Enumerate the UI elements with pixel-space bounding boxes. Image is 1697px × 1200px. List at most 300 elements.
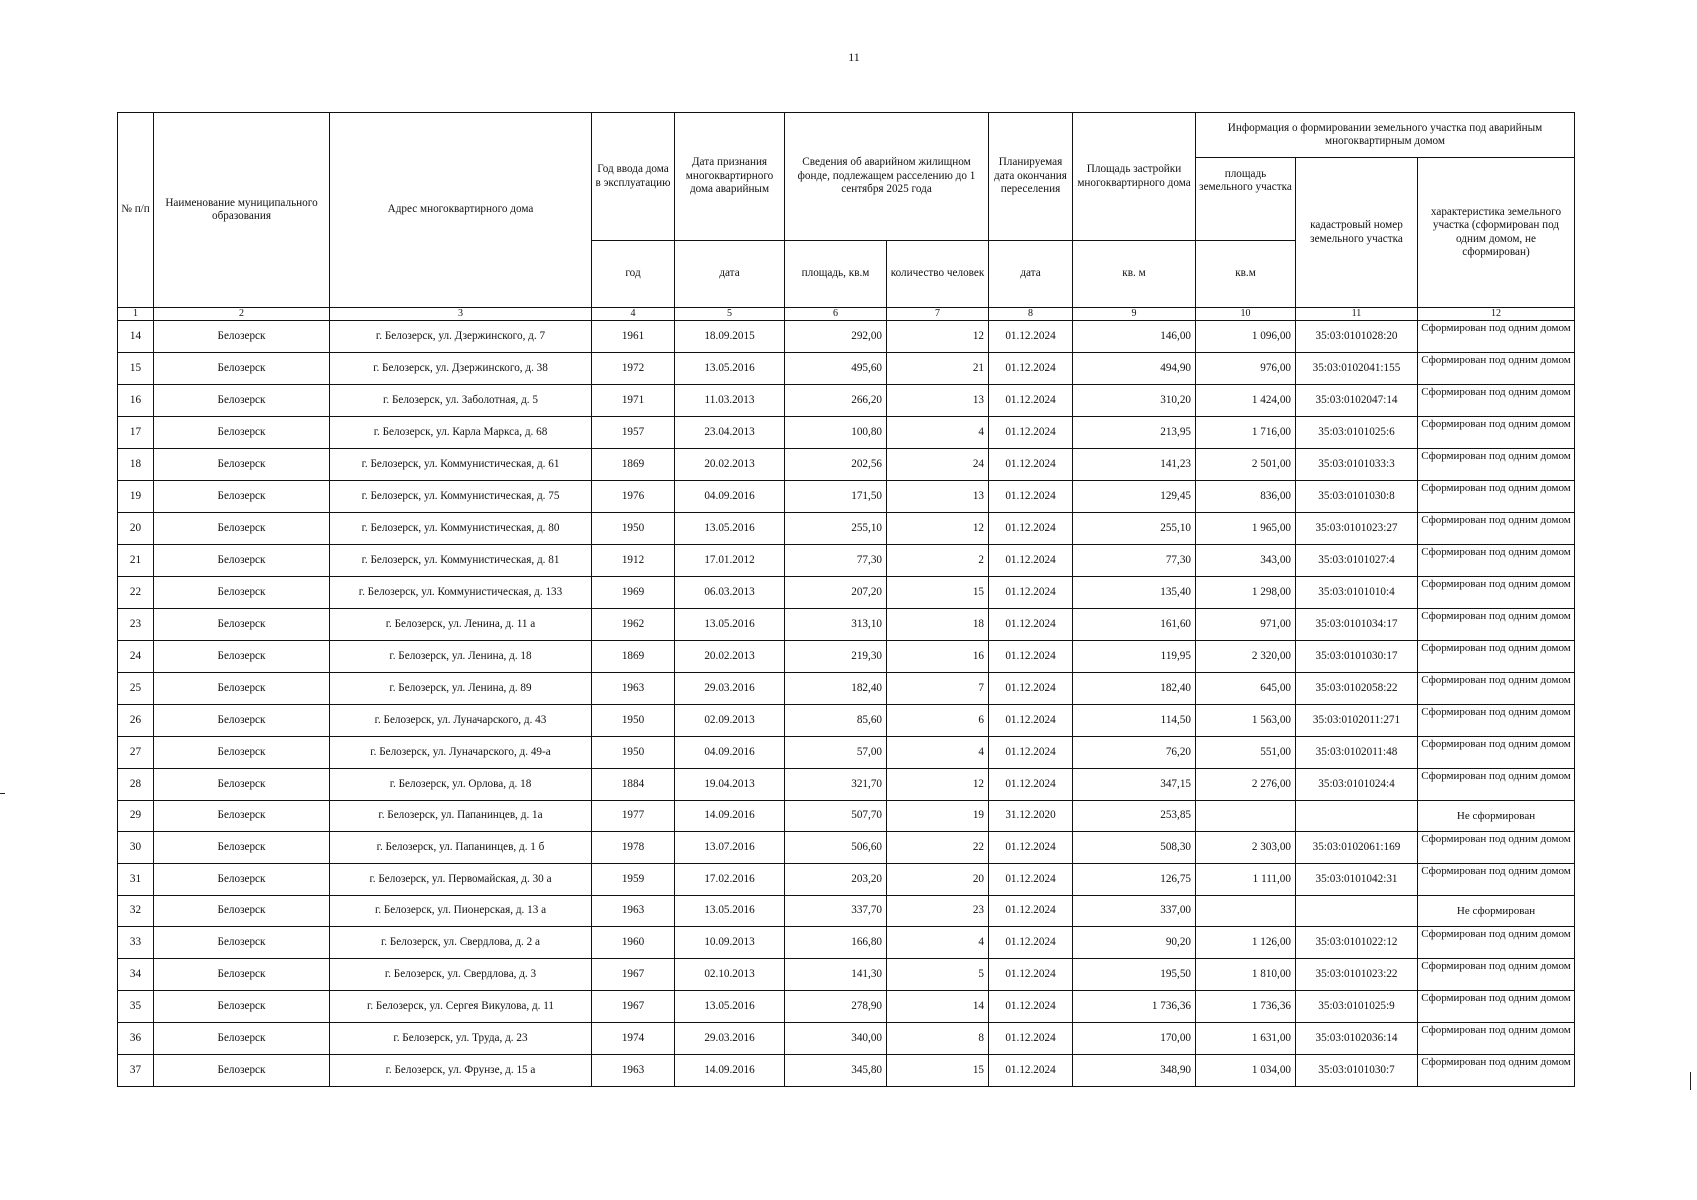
table-row [118, 481, 1575, 513]
column-number: 4 [592, 308, 675, 321]
row-number: 14 [118, 321, 154, 353]
row-number: 37 [118, 1055, 154, 1087]
scan-mark [1690, 1072, 1691, 1090]
row-number: 33 [118, 927, 154, 959]
building-area-cell: 195,50 [1073, 959, 1196, 991]
recognition-date-cell: 13.05.2016 [675, 896, 785, 927]
people-count-cell: 12 [887, 321, 989, 353]
land-area-cell: 976,00 [1196, 353, 1296, 385]
table-row [118, 417, 1575, 449]
municipality-cell: Белозерск [154, 896, 330, 927]
table-header [118, 113, 1575, 321]
address-cell: г. Белозерск, ул. Дзержинского, д. 38 [330, 353, 592, 385]
planned-end-cell: 01.12.2024 [989, 641, 1073, 673]
year-cell: 1969 [592, 577, 675, 609]
cadastral-number-cell: 35:03:0102036:14 [1296, 1023, 1418, 1055]
row-number: 32 [118, 896, 154, 927]
cadastral-number-cell: 35:03:0101010:4 [1296, 577, 1418, 609]
planned-end-cell: 01.12.2024 [989, 321, 1073, 353]
row-number: 19 [118, 481, 154, 513]
building-area-cell: 182,40 [1073, 673, 1196, 705]
cadastral-number-cell: 35:03:0102047:14 [1296, 385, 1418, 417]
table-row [118, 577, 1575, 609]
municipality-cell: Белозерск [154, 864, 330, 896]
column-number: 2 [154, 308, 330, 321]
year-cell: 1972 [592, 353, 675, 385]
table-row [118, 321, 1575, 353]
area-cell: 255,10 [785, 513, 887, 545]
municipality-cell: Белозерск [154, 673, 330, 705]
area-cell: 100,80 [785, 417, 887, 449]
land-characteristic-cell: Сформирован под одним домом [1418, 959, 1575, 991]
land-area-cell: 1 965,00 [1196, 513, 1296, 545]
land-characteristic-cell: Сформирован под одним домом [1418, 705, 1575, 737]
planned-end-cell: 01.12.2024 [989, 577, 1073, 609]
address-cell: г. Белозерск, ул. Сергея Викулова, д. 11 [330, 991, 592, 1023]
land-area-cell: 1 298,00 [1196, 577, 1296, 609]
land-characteristic-cell: Сформирован под одним домом [1418, 449, 1575, 481]
address-cell: г. Белозерск, ул. Коммунистическая, д. 80 [330, 513, 592, 545]
column-number: 8 [989, 308, 1073, 321]
municipality-cell: Белозерск [154, 705, 330, 737]
row-number: 35 [118, 991, 154, 1023]
year-cell: 1967 [592, 959, 675, 991]
municipality-cell: Белозерск [154, 545, 330, 577]
address-cell: г. Белозерск, ул. Свердлова, д. 2 а [330, 927, 592, 959]
land-area-cell: 1 111,00 [1196, 864, 1296, 896]
land-characteristic-cell: Сформирован под одним домом [1418, 577, 1575, 609]
area-cell: 207,20 [785, 577, 887, 609]
planned-end-cell: 31.12.2020 [989, 801, 1073, 832]
land-characteristic-cell: Сформирован под одним домом [1418, 832, 1575, 864]
emergency-housing-table [117, 112, 1575, 1087]
year-cell: 1950 [592, 737, 675, 769]
cadastral-number-cell: 35:03:0102011:271 [1296, 705, 1418, 737]
address-cell: г. Белозерск, ул. Луначарского, д. 43 [330, 705, 592, 737]
recognition-date-cell: 02.09.2013 [675, 705, 785, 737]
table-body [118, 321, 1575, 1087]
table-row [118, 1023, 1575, 1055]
table-row [118, 991, 1575, 1023]
land-characteristic-cell: Сформирован под одним домом [1418, 864, 1575, 896]
address-cell: г. Белозерск, ул. Коммунистическая, д. 81 [330, 545, 592, 577]
table-row [118, 641, 1575, 673]
cadastral-number-cell: 35:03:0102041:155 [1296, 353, 1418, 385]
recognition-date-cell: 17.01.2012 [675, 545, 785, 577]
year-cell: 1961 [592, 321, 675, 353]
row-number: 36 [118, 1023, 154, 1055]
planned-end-cell: 01.12.2024 [989, 769, 1073, 801]
municipality-cell: Белозерск [154, 991, 330, 1023]
municipality-cell: Белозерск [154, 737, 330, 769]
land-characteristic-cell: Сформирован под одним домом [1418, 481, 1575, 513]
people-count-cell: 18 [887, 609, 989, 641]
land-characteristic-cell: Не сформирован [1418, 801, 1575, 832]
land-area-cell: 1 736,36 [1196, 991, 1296, 1023]
land-area-cell: 1 631,00 [1196, 1023, 1296, 1055]
row-number: 22 [118, 577, 154, 609]
address-cell: г. Белозерск, ул. Первомайская, д. 30 а [330, 864, 592, 896]
area-cell: 313,10 [785, 609, 887, 641]
building-area-cell: 494,90 [1073, 353, 1196, 385]
recognition-date-cell: 14.09.2016 [675, 1055, 785, 1087]
cadastral-number-cell [1296, 896, 1418, 927]
header-land-area: площадь земельного участка [1196, 158, 1296, 241]
header-planned-end: Планируемая дата окончания переселения [989, 113, 1073, 241]
planned-end-cell: 01.12.2024 [989, 385, 1073, 417]
area-cell: 507,70 [785, 801, 887, 832]
table-row [118, 1055, 1575, 1087]
planned-end-cell: 01.12.2024 [989, 1055, 1073, 1087]
cadastral-number-cell: 35:03:0101023:22 [1296, 959, 1418, 991]
cadastral-number-cell: 35:03:0101025:9 [1296, 991, 1418, 1023]
planned-end-cell: 01.12.2024 [989, 991, 1073, 1023]
people-count-cell: 16 [887, 641, 989, 673]
area-cell: 203,20 [785, 864, 887, 896]
land-characteristic-cell: Сформирован под одним домом [1418, 321, 1575, 353]
cadastral-number-cell: 35:03:0101023:27 [1296, 513, 1418, 545]
people-count-cell: 24 [887, 449, 989, 481]
people-count-cell: 21 [887, 353, 989, 385]
address-cell: г. Белозерск, ул. Папанинцев, д. 1 б [330, 832, 592, 864]
row-number: 16 [118, 385, 154, 417]
recognition-date-cell: 13.07.2016 [675, 832, 785, 864]
column-number: 7 [887, 308, 989, 321]
municipality-cell: Белозерск [154, 353, 330, 385]
people-count-cell: 2 [887, 545, 989, 577]
building-area-cell: 337,00 [1073, 896, 1196, 927]
area-cell: 340,00 [785, 1023, 887, 1055]
land-characteristic-cell: Сформирован под одним домом [1418, 385, 1575, 417]
header-land-char: характеристика земельного участка (сформирован под одним домом, не сформирован) [1418, 158, 1575, 308]
land-area-cell [1196, 896, 1296, 927]
land-characteristic-cell: Не сформирован [1418, 896, 1575, 927]
municipality-cell: Белозерск [154, 449, 330, 481]
land-area-cell: 971,00 [1196, 609, 1296, 641]
land-area-cell: 2 276,00 [1196, 769, 1296, 801]
building-area-cell: 1 736,36 [1073, 991, 1196, 1023]
building-area-cell: 253,85 [1073, 801, 1196, 832]
address-cell: г. Белозерск, ул. Труда, д. 23 [330, 1023, 592, 1055]
table-row [118, 896, 1575, 927]
table-row [118, 545, 1575, 577]
row-number: 29 [118, 801, 154, 832]
recognition-date-cell: 13.05.2016 [675, 513, 785, 545]
unit-date-end: дата [989, 241, 1073, 308]
address-cell: г. Белозерск, ул. Свердлова, д. 3 [330, 959, 592, 991]
building-area-cell: 77,30 [1073, 545, 1196, 577]
address-cell: г. Белозерск, ул. Папанинцев, д. 1а [330, 801, 592, 832]
header-land-group: Информация о формировании земельного участка под аварийным многоквартирным домом [1196, 113, 1575, 158]
recognition-date-cell: 19.04.2013 [675, 769, 785, 801]
year-cell: 1884 [592, 769, 675, 801]
building-area-cell: 135,40 [1073, 577, 1196, 609]
row-number: 18 [118, 449, 154, 481]
table-row [118, 737, 1575, 769]
municipality-cell: Белозерск [154, 927, 330, 959]
planned-end-cell: 01.12.2024 [989, 705, 1073, 737]
year-cell: 1963 [592, 673, 675, 705]
municipality-cell: Белозерск [154, 321, 330, 353]
municipality-cell: Белозерск [154, 513, 330, 545]
cadastral-number-cell: 35:03:0102061:169 [1296, 832, 1418, 864]
cadastral-number-cell: 35:03:0101022:12 [1296, 927, 1418, 959]
land-characteristic-cell: Сформирован под одним домом [1418, 927, 1575, 959]
cadastral-number-cell: 35:03:0101042:31 [1296, 864, 1418, 896]
municipality-cell: Белозерск [154, 769, 330, 801]
municipality-cell: Белозерск [154, 959, 330, 991]
planned-end-cell: 01.12.2024 [989, 959, 1073, 991]
cadastral-number-cell: 35:03:0101030:8 [1296, 481, 1418, 513]
land-characteristic-cell: Сформирован под одним домом [1418, 513, 1575, 545]
planned-end-cell: 01.12.2024 [989, 545, 1073, 577]
table-row [118, 769, 1575, 801]
people-count-cell: 15 [887, 577, 989, 609]
people-count-cell: 15 [887, 1055, 989, 1087]
planned-end-cell: 01.12.2024 [989, 1023, 1073, 1055]
row-number: 27 [118, 737, 154, 769]
row-number: 28 [118, 769, 154, 801]
municipality-cell: Белозерск [154, 577, 330, 609]
year-cell: 1963 [592, 1055, 675, 1087]
cadastral-number-cell [1296, 801, 1418, 832]
building-area-cell: 126,75 [1073, 864, 1196, 896]
table-row [118, 449, 1575, 481]
building-area-cell: 348,90 [1073, 1055, 1196, 1087]
recognition-date-cell: 13.05.2016 [675, 609, 785, 641]
year-cell: 1963 [592, 896, 675, 927]
people-count-cell: 6 [887, 705, 989, 737]
land-area-cell: 1 810,00 [1196, 959, 1296, 991]
header-cadastral: кадастровый номер земельного участка [1296, 158, 1418, 308]
recognition-date-cell: 23.04.2013 [675, 417, 785, 449]
row-number: 21 [118, 545, 154, 577]
cadastral-number-cell: 35:03:0101024:4 [1296, 769, 1418, 801]
area-cell: 495,60 [785, 353, 887, 385]
recognition-date-cell: 17.02.2016 [675, 864, 785, 896]
column-number: 6 [785, 308, 887, 321]
land-area-cell: 1 563,00 [1196, 705, 1296, 737]
table-row [118, 353, 1575, 385]
planned-end-cell: 01.12.2024 [989, 737, 1073, 769]
planned-end-cell: 01.12.2024 [989, 417, 1073, 449]
area-cell: 57,00 [785, 737, 887, 769]
header-address: Адрес многоквартирного дома [330, 113, 592, 308]
land-characteristic-cell: Сформирован под одним домом [1418, 1055, 1575, 1087]
recognition-date-cell: 02.10.2013 [675, 959, 785, 991]
row-number: 20 [118, 513, 154, 545]
planned-end-cell: 01.12.2024 [989, 513, 1073, 545]
planned-end-cell: 01.12.2024 [989, 927, 1073, 959]
column-number: 10 [1196, 308, 1296, 321]
recognition-date-cell: 18.09.2015 [675, 321, 785, 353]
building-area-cell: 146,00 [1073, 321, 1196, 353]
land-area-cell: 2 320,00 [1196, 641, 1296, 673]
table-row [118, 927, 1575, 959]
header-recognition-date: Дата признания многоквартирного дома аварийным [675, 113, 785, 241]
header-num: № п/п [118, 113, 154, 308]
unit-land-kvm: кв.м [1196, 241, 1296, 308]
building-area-cell: 508,30 [1073, 832, 1196, 864]
row-number: 15 [118, 353, 154, 385]
year-cell: 1957 [592, 417, 675, 449]
header-building-area: Площадь застройки многоквартирного дома [1073, 113, 1196, 241]
people-count-cell: 13 [887, 385, 989, 417]
recognition-date-cell: 29.03.2016 [675, 1023, 785, 1055]
planned-end-cell: 01.12.2024 [989, 353, 1073, 385]
row-number: 23 [118, 609, 154, 641]
people-count-cell: 12 [887, 513, 989, 545]
land-area-cell: 645,00 [1196, 673, 1296, 705]
table-row [118, 385, 1575, 417]
recognition-date-cell: 11.03.2013 [675, 385, 785, 417]
building-area-cell: 161,60 [1073, 609, 1196, 641]
year-cell: 1971 [592, 385, 675, 417]
municipality-cell: Белозерск [154, 609, 330, 641]
area-cell: 182,40 [785, 673, 887, 705]
building-area-cell: 347,15 [1073, 769, 1196, 801]
address-cell: г. Белозерск, ул. Ленина, д. 18 [330, 641, 592, 673]
unit-area: площадь, кв.м [785, 241, 887, 308]
recognition-date-cell: 10.09.2013 [675, 927, 785, 959]
column-number-row [118, 308, 1575, 321]
area-cell: 166,80 [785, 927, 887, 959]
people-count-cell: 23 [887, 896, 989, 927]
people-count-cell: 7 [887, 673, 989, 705]
recognition-date-cell: 13.05.2016 [675, 991, 785, 1023]
people-count-cell: 20 [887, 864, 989, 896]
recognition-date-cell: 20.02.2013 [675, 449, 785, 481]
recognition-date-cell: 29.03.2016 [675, 673, 785, 705]
land-area-cell: 2 303,00 [1196, 832, 1296, 864]
people-count-cell: 4 [887, 737, 989, 769]
address-cell: г. Белозерск, ул. Карла Маркса, д. 68 [330, 417, 592, 449]
area-cell: 141,30 [785, 959, 887, 991]
recognition-date-cell: 04.09.2016 [675, 737, 785, 769]
people-count-cell: 19 [887, 801, 989, 832]
land-characteristic-cell: Сформирован под одним домом [1418, 1023, 1575, 1055]
column-number: 3 [330, 308, 592, 321]
people-count-cell: 4 [887, 417, 989, 449]
row-number: 26 [118, 705, 154, 737]
column-number: 1 [118, 308, 154, 321]
year-cell: 1977 [592, 801, 675, 832]
area-cell: 219,30 [785, 641, 887, 673]
page-number: 11 [848, 50, 860, 64]
year-cell: 1950 [592, 513, 675, 545]
planned-end-cell: 01.12.2024 [989, 449, 1073, 481]
land-characteristic-cell: Сформирован под одним домом [1418, 673, 1575, 705]
address-cell: г. Белозерск, ул. Коммунистическая, д. 61 [330, 449, 592, 481]
land-area-cell: 343,00 [1196, 545, 1296, 577]
building-area-cell: 119,95 [1073, 641, 1196, 673]
area-cell: 292,00 [785, 321, 887, 353]
recognition-date-cell: 04.09.2016 [675, 481, 785, 513]
column-number: 12 [1418, 308, 1575, 321]
land-area-cell: 551,00 [1196, 737, 1296, 769]
planned-end-cell: 01.12.2024 [989, 832, 1073, 864]
area-cell: 321,70 [785, 769, 887, 801]
address-cell: г. Белозерск, ул. Заболотная, д. 5 [330, 385, 592, 417]
land-area-cell: 1 424,00 [1196, 385, 1296, 417]
land-area-cell: 1 126,00 [1196, 927, 1296, 959]
area-cell: 337,70 [785, 896, 887, 927]
municipality-cell: Белозерск [154, 641, 330, 673]
municipality-cell: Белозерск [154, 417, 330, 449]
cadastral-number-cell: 35:03:0101030:17 [1296, 641, 1418, 673]
year-cell: 1960 [592, 927, 675, 959]
building-area-cell: 76,20 [1073, 737, 1196, 769]
address-cell: г. Белозерск, ул. Ленина, д. 11 а [330, 609, 592, 641]
land-characteristic-cell: Сформирован под одним домом [1418, 609, 1575, 641]
unit-year: год [592, 241, 675, 308]
area-cell: 266,20 [785, 385, 887, 417]
planned-end-cell: 01.12.2024 [989, 673, 1073, 705]
land-area-cell: 1 716,00 [1196, 417, 1296, 449]
row-number: 24 [118, 641, 154, 673]
address-cell: г. Белозерск, ул. Коммунистическая, д. 75 [330, 481, 592, 513]
address-cell: г. Белозерск, ул. Фрунзе, д. 15 а [330, 1055, 592, 1087]
land-area-cell: 836,00 [1196, 481, 1296, 513]
scan-mark [0, 793, 5, 794]
area-cell: 278,90 [785, 991, 887, 1023]
cadastral-number-cell: 35:03:0101025:6 [1296, 417, 1418, 449]
row-number: 17 [118, 417, 154, 449]
municipality-cell: Белозерск [154, 1023, 330, 1055]
building-area-cell: 141,23 [1073, 449, 1196, 481]
building-area-cell: 170,00 [1073, 1023, 1196, 1055]
building-area-cell: 255,10 [1073, 513, 1196, 545]
people-count-cell: 22 [887, 832, 989, 864]
land-area-cell: 1 096,00 [1196, 321, 1296, 353]
building-area-cell: 129,45 [1073, 481, 1196, 513]
area-cell: 345,80 [785, 1055, 887, 1087]
land-characteristic-cell: Сформирован под одним домом [1418, 545, 1575, 577]
recognition-date-cell: 06.03.2013 [675, 577, 785, 609]
header-fund-group: Сведения об аварийном жилищном фонде, подлежащем расселению до 1 сентября 2025 года [785, 113, 989, 241]
table-row [118, 609, 1575, 641]
year-cell: 1959 [592, 864, 675, 896]
building-area-cell: 213,95 [1073, 417, 1196, 449]
column-number: 5 [675, 308, 785, 321]
table-row [118, 705, 1575, 737]
year-cell: 1869 [592, 641, 675, 673]
unit-date: дата [675, 241, 785, 308]
year-cell: 1976 [592, 481, 675, 513]
cadastral-number-cell: 35:03:0102058:22 [1296, 673, 1418, 705]
recognition-date-cell: 14.09.2016 [675, 801, 785, 832]
year-cell: 1974 [592, 1023, 675, 1055]
unit-people: количество человек [887, 241, 989, 308]
year-cell: 1912 [592, 545, 675, 577]
table-row [118, 801, 1575, 832]
planned-end-cell: 01.12.2024 [989, 609, 1073, 641]
land-area-cell [1196, 801, 1296, 832]
address-cell: г. Белозерск, ул. Пионерская, д. 13 а [330, 896, 592, 927]
header-municipality: Наименование муниципального образования [154, 113, 330, 308]
address-cell: г. Белозерск, ул. Коммунистическая, д. 133 [330, 577, 592, 609]
year-cell: 1962 [592, 609, 675, 641]
row-number: 30 [118, 832, 154, 864]
cadastral-number-cell: 35:03:0101030:7 [1296, 1055, 1418, 1087]
table-row [118, 513, 1575, 545]
recognition-date-cell: 20.02.2013 [675, 641, 785, 673]
area-cell: 171,50 [785, 481, 887, 513]
address-cell: г. Белозерск, ул. Луначарского, д. 49-а [330, 737, 592, 769]
area-cell: 202,56 [785, 449, 887, 481]
land-characteristic-cell: Сформирован под одним домом [1418, 641, 1575, 673]
municipality-cell: Белозерск [154, 801, 330, 832]
